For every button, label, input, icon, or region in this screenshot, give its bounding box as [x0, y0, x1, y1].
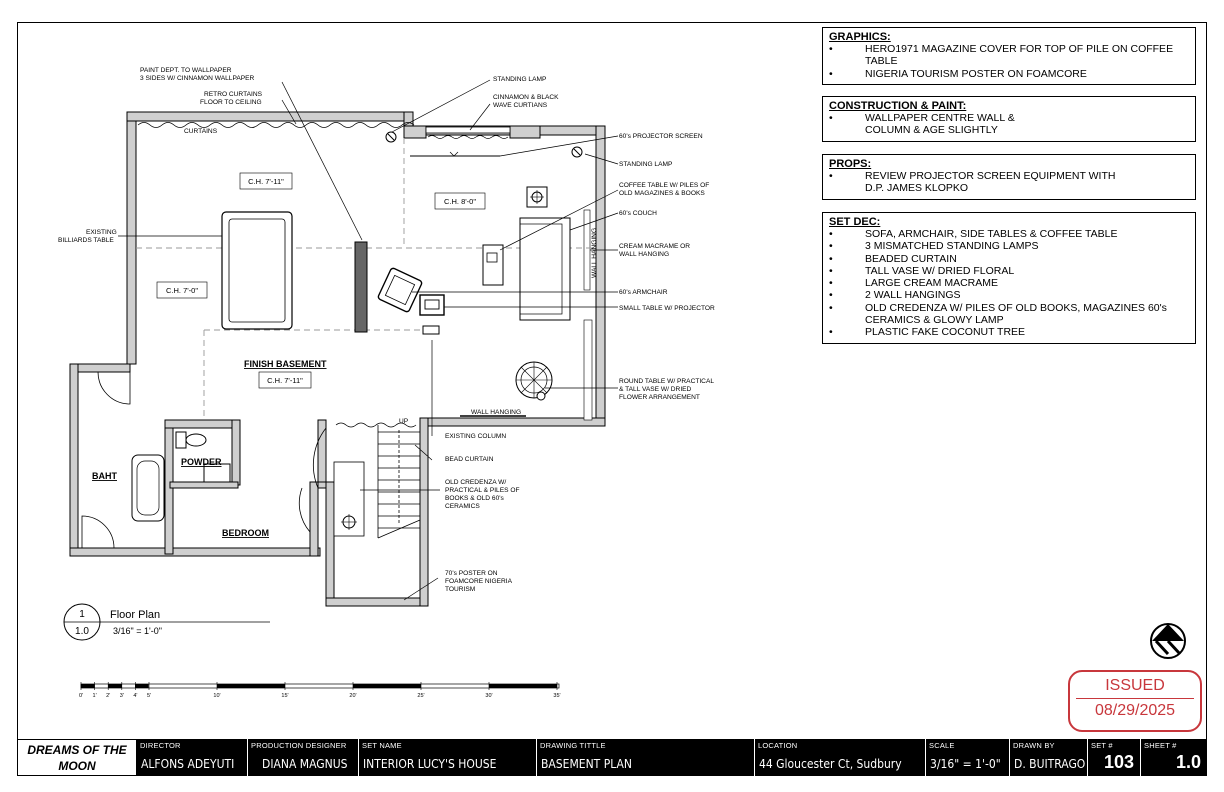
room-bedroom: BEDROOM: [222, 528, 269, 538]
label-poster-3: TOURISM: [445, 586, 476, 593]
tb-sheet-number-value: 1.0: [1175, 752, 1201, 772]
coffee-table: [483, 245, 503, 285]
notes-setdec-item: • TALL VASE W/ DRIED FLORAL: [829, 265, 1189, 277]
wall-stair-east: [420, 418, 428, 606]
label-small-table: SMALL TABLE W/ PROJECTOR: [619, 305, 715, 312]
tb-set-name-value: INTERIOR LUCY'S HOUSE: [363, 757, 497, 771]
tb-drawing-title-label: DRAWING TITTLE: [540, 741, 606, 750]
leader-lines: [118, 80, 618, 600]
notes-construction: [822, 96, 1196, 142]
tb-location: [755, 739, 926, 776]
notes-props-heading: PROPS:: [829, 158, 872, 170]
label-wall-hanging-bottom: WALL HANGING: [471, 409, 522, 416]
label-paint-dept: PAINT DEPT. TO WALLPAPER: [140, 67, 232, 74]
wave-curtains: [428, 136, 508, 139]
label-credenza-2: PRACTICAL & PILES OF: [445, 487, 520, 494]
tb-set-number-value: 103: [1103, 752, 1134, 772]
notes-setdec-item: • LARGE CREAM MACRAME: [829, 277, 1189, 289]
label-wall-hanging-side: WALL HANGING: [591, 227, 598, 278]
tb-set-number-label: SET #: [1091, 741, 1113, 750]
stamp-status: ISSUED: [1105, 677, 1165, 694]
callout-title: Floor Plan: [110, 609, 161, 621]
label-retro-curtains-2: FLOOR TO CEILING: [200, 99, 262, 106]
tb-drawing-title-value: BASEMENT PLAN: [541, 757, 632, 771]
notes-setdec-item: • PLASTIC FAKE COCONUT TREE: [829, 326, 1189, 338]
armchair: [377, 267, 422, 312]
billiards-table: [222, 212, 292, 329]
stairs: [378, 425, 420, 538]
tb-sheet-number: [1141, 739, 1207, 776]
tb-scale: [926, 739, 1010, 776]
tb-location-value: 44 Gloucester Ct, Sudbury: [759, 757, 902, 771]
tb-scale-value: 3/16" = 1'-0": [930, 757, 1001, 771]
notes-graphics-item: • HERO1971 MAGAZINE COVER FOR TOP OF PILE ON COFFEE TABLE: [829, 43, 1189, 68]
callout-number: 1: [79, 609, 85, 620]
notes-graphics: [822, 27, 1196, 85]
tb-director-value: ALFONS ADEYUTI: [141, 757, 235, 771]
scale-tick-label: 15': [281, 693, 289, 699]
notes-props: [822, 154, 1196, 200]
wall-hanging-panel: [584, 210, 590, 290]
label-poster-2: FOAMCORE NIGERIA: [445, 578, 513, 585]
wall-south-living: [420, 418, 605, 426]
tb-location-label: LOCATION: [758, 741, 798, 750]
wall-west: [127, 112, 136, 364]
scale-tick-label: 25': [417, 693, 425, 699]
label-coffee-table-2: OLD MAGAZINES & BOOKS: [619, 190, 705, 197]
title-block: [17, 739, 1207, 776]
callout-sheet: 1.0: [75, 626, 89, 637]
column-north: [510, 126, 540, 138]
tb-scale-label: SCALE: [929, 741, 955, 750]
view-callout: [64, 604, 270, 640]
scale-tick-label: 3': [119, 693, 124, 699]
issued-stamp: [1068, 670, 1202, 732]
magazine-pile: [487, 253, 497, 262]
notes-setdec-item: • SOFA, ARMCHAIR, SIDE TABLES & COFFEE TABLE: [829, 228, 1189, 240]
label-round-table: ROUND TABLE W/ PRACTICAL: [619, 378, 715, 385]
label-round-table-3: FLOWER ARRANGEMENT: [619, 394, 700, 401]
label-projector-screen: 60's PROJECTOR SCREEN: [619, 133, 703, 140]
scale-tick-label: 10': [213, 693, 221, 699]
scale-tick-label: 30': [485, 693, 493, 699]
tb-drawn-by: [1010, 739, 1088, 776]
toilet: [176, 432, 206, 448]
tb-designer-label: PRODUCTION DESIGNER: [251, 741, 347, 750]
label-existing-column: EXISTING COLUMN: [445, 433, 507, 440]
notes-construction-heading: CONSTRUCTION & PAINT:: [829, 100, 967, 112]
wall-stair-west: [326, 482, 334, 604]
label-billiards: EXISTING: [86, 229, 117, 236]
label-macrame: CREAM MACRAME OR: [619, 243, 691, 250]
notes-setdec-heading: SET DEC:: [829, 216, 881, 228]
wall-powder-bottom: [170, 482, 238, 488]
notes-construction-item: • WALLPAPER CENTRE WALL & COLUMN & AGE SLIGHTLY: [829, 112, 1189, 137]
tb-drawn-by-label: DRAWN BY: [1013, 741, 1055, 750]
tb-director: [137, 739, 248, 776]
couch: [520, 218, 570, 320]
notes-setdec: [822, 212, 1196, 344]
wall-bed-east: [310, 482, 318, 556]
scale-tick-label: 1': [92, 693, 97, 699]
centre-wall: [355, 242, 367, 332]
tb-sheet-number-label: SHEET #: [1144, 741, 1177, 750]
label-coffee-table: COFFEE TABLE W/ PILES OF: [619, 182, 710, 189]
label-paint-dept-2: 3 SIDES W/ CINNAMON WALLPAPER: [140, 75, 255, 82]
window-east: [584, 320, 592, 420]
label-armchair: 60's ARMCHAIR: [619, 289, 668, 296]
label-couch: 60's COUCH: [619, 210, 657, 217]
label-standing-lamp-top: STANDING LAMP: [493, 76, 547, 83]
scale-tick-label: 20': [349, 693, 357, 699]
notes-graphics-heading: GRAPHICS:: [829, 31, 891, 43]
standing-lamp-1: [386, 132, 396, 142]
curtains-wave: [138, 123, 414, 128]
wall-powder-east: [232, 420, 240, 485]
wall-north-left: [127, 112, 407, 121]
room-powder: POWDER: [181, 457, 222, 467]
wall-powder-top: [165, 420, 237, 428]
label-billiards-2: BILLIARDS TABLE: [58, 237, 114, 244]
wall-south-bed: [70, 548, 320, 556]
label-bead-curtain: BEAD CURTAIN: [445, 456, 494, 463]
callout-scale: 3/16" = 1'-0": [113, 626, 162, 636]
notes-graphics-item: • NIGERIA TOURISM POSTER ON FOAMCORE: [829, 68, 1189, 80]
scale-tick-label: 0': [78, 693, 84, 699]
room-finish-basement: FINISH BASEMENT: [244, 359, 327, 369]
tb-designer: [248, 739, 359, 776]
projector: [425, 300, 439, 309]
column-corner: [404, 126, 426, 138]
tb-set-name: [359, 739, 537, 776]
scale-tick-label: 35': [553, 693, 561, 699]
north-arrow-icon: [1151, 624, 1185, 658]
wall-bath-top: [70, 364, 130, 372]
tb-drawn-by-value: D. BUITRAGO: [1014, 757, 1086, 771]
scale-tick-label: 5': [146, 693, 152, 699]
side-table-lamp: [527, 187, 547, 207]
ceiling-heights: [157, 173, 485, 388]
wall-stair-south: [326, 598, 426, 606]
standing-lamp-2: [572, 147, 582, 157]
ceiling-height-2: C.H. 8'-0": [443, 197, 477, 206]
label-macrame-2: WALL HANGING: [619, 251, 670, 258]
ceiling-height-1: C.H. 7'-11": [248, 177, 284, 186]
label-credenza: OLD CREDENZA W/: [445, 479, 507, 486]
label-up: UP: [399, 418, 409, 425]
window-north: [426, 127, 510, 133]
room-baht: BAHT: [92, 471, 117, 481]
notes-setdec-item: • BEADED CURTAIN: [829, 253, 1189, 265]
wall-bath-west: [70, 364, 78, 554]
tb-set-number: [1088, 739, 1141, 776]
label-standing-lamp-right: STANDING LAMP: [619, 161, 673, 168]
label-credenza-4: CERAMICS: [445, 503, 480, 510]
round-table: [516, 362, 552, 400]
production-title: DREAMS OF THE MOON: [17, 739, 137, 776]
ceiling-height-3: C.H. 7'-0": [165, 286, 199, 295]
ceiling-height-4: C.H. 7'-11": [267, 376, 303, 385]
tb-drawing-title: [537, 739, 755, 776]
notes-setdec-item: • OLD CREDENZA W/ PILES OF OLD BOOKS, MAGAZINES 60's CERAMICS & GLOWY LAMP: [829, 302, 1189, 327]
tb-director-label: DIRECTOR: [140, 741, 181, 750]
tb-designer-value: DIANA MAGNUS: [262, 757, 348, 771]
scale-tick-label: 4': [133, 693, 138, 699]
projector-screen-mark: [450, 152, 458, 156]
notes-props-item: • REVIEW PROJECTOR SCREEN EQUIPMENT WITH D.P. JAMES KLOPKO: [829, 170, 1189, 195]
scale-bar: [79, 682, 561, 699]
label-credenza-3: BOOKS & OLD 60's: [445, 495, 504, 502]
projector-stand: [423, 326, 439, 334]
tb-set-name-label: SET NAME: [362, 741, 402, 750]
label-cinnamon-curtains: CINNAMON & BLACK: [493, 94, 559, 101]
label-cinnamon-curtains-2: WAVE CURTIANS: [493, 102, 548, 109]
notes-setdec-item: • 3 MISMATCHED STANDING LAMPS: [829, 240, 1189, 252]
scale-tick-label: 2': [106, 693, 111, 699]
label-curtains: CURTAINS: [184, 128, 218, 135]
notes-setdec-item: • 2 WALL HANGINGS: [829, 289, 1189, 301]
label-round-table-2: & TALL VASE W/ DRIED: [619, 386, 692, 393]
stamp-date: 08/29/2025: [1094, 702, 1176, 719]
label-retro-curtains: RETRO CURTAINS: [204, 91, 263, 98]
label-poster: 70's POSTER ON: [445, 570, 498, 577]
